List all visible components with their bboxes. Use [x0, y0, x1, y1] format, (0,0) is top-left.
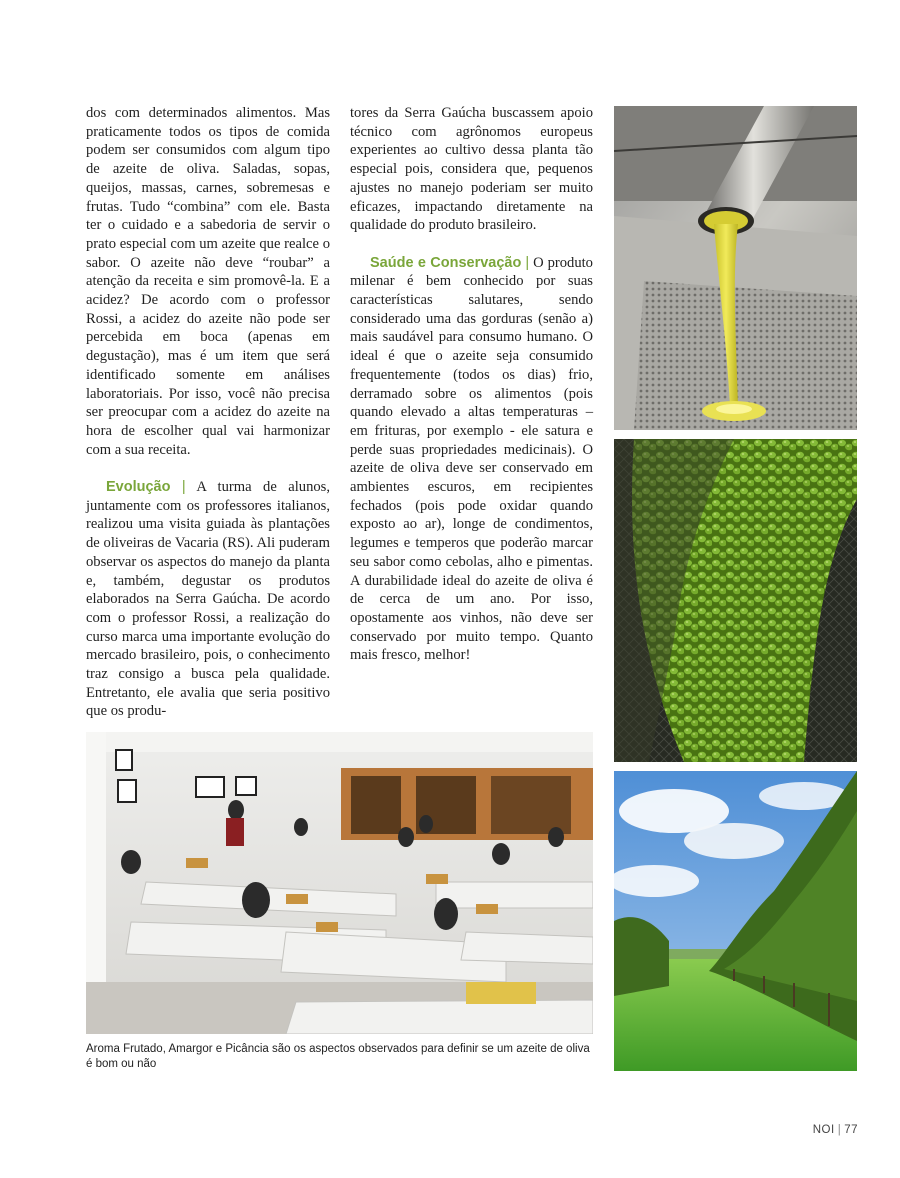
page-footer — [813, 1124, 858, 1136]
section-heading-saude-conservacao: Saúde e Conservação — [370, 254, 522, 271]
saude-text: O produto milenar é bem conhecido por suas características salutares, sendo considerado uma das gorduras (senão a) mais saudável para consumo humano. O ideal é que o azeite seja consumido frequentemente (todos os dias) frio, derramado sobre os alimentos (pois quando elevado a altas temperaturas – em frituras, por exemplo - ele satura e perde suas propriedades medicinais). O azeite de oliva deve ser conservado em ambientes escuros, em recipientes fechados (pois pode oxidar quando exposto ao ar), longe de condimentos, legumes e temperos que poderão marcar seu sabor como cebolas, alho e pimentas. A durabilidade ideal do azeite de oliva é de cerca de um ano. Por isso, opostamente aos vinhos, não deve ser conservado por muito tempo. Quanto mais fresco, melhor! — [350, 254, 593, 664]
paragraph-evolucao — [86, 478, 330, 721]
footer-separator: | — [837, 1124, 842, 1136]
heading-separator: | — [181, 479, 186, 496]
photo-tasting-classroom — [86, 732, 593, 1034]
paragraph-produtores: tores da Serra Gaúcha buscassem apoio técnico com agrônomos europeus experientes ao cultivo dessa planta tão especial pois, considera que, pequenos ajustes no manejo poderiam ser muito eficazes, impactando diretamente na qualidade do produto brasileiro. — [350, 105, 593, 234]
paragraph-saude — [350, 254, 593, 665]
section-heading-evolucao: Evolução — [106, 479, 171, 496]
magazine-name: NOI — [812, 1124, 835, 1136]
photo-caption: Aroma Frutado, Amargor e Picância são os aspectos observados para definir se um azeite de oliva é bom ou não — [86, 1043, 590, 1070]
photo-green-olives — [614, 439, 857, 762]
evolucao-text: A turma de alunos, juntamente com os professores italianos, realizou uma visita guiada às plantações de oliveiras de Vacaria (RS). Ali puderam observar os aspectos do manejo da planta e, também, degustar os produtos elaborados na Serra Gaúcha. De acordo com o professor Rossi, a realização do curso marca uma importante evolução do mercado brasileiro, pois, o conhecimento traz consigo a busca pela qualidade. Entretanto, ele avalia que seria positivo que os produ- — [86, 479, 330, 720]
article-column-2 — [350, 104, 593, 665]
page-number: 77 — [844, 1124, 858, 1136]
article-column-1 — [86, 104, 330, 721]
heading-separator: | — [525, 254, 530, 271]
photo-olive-grove — [614, 771, 857, 1071]
paragraph-harmonizacao: dos com determinados alimentos. Mas praticamente todos os tipos de comida podem ser consumidos com algum tipo de azeite de oliva. Saladas, sopas, queijos, massas, carnes, sobremesas e frutas. Tudo “combina” com ele. Basta ter o cuidado e a sabedoria de servir o prato especial com um azeite que realce o sabor. O azeite não deve “roubar” a atenção da receita e sim promovê-la. E a acidez? De acordo com o professor Rossi, a acidez do azeite não pode ser percebida em boca (apenas em degustação), mas é um item que será identificado somente em análises laboratoriais. Por isso, você não precisa ser preocupar com a acidez do azeite na hora de escolher qual vai harmonizar com a sua receita. — [86, 105, 330, 458]
photo-olive-oil-pouring — [614, 106, 857, 430]
